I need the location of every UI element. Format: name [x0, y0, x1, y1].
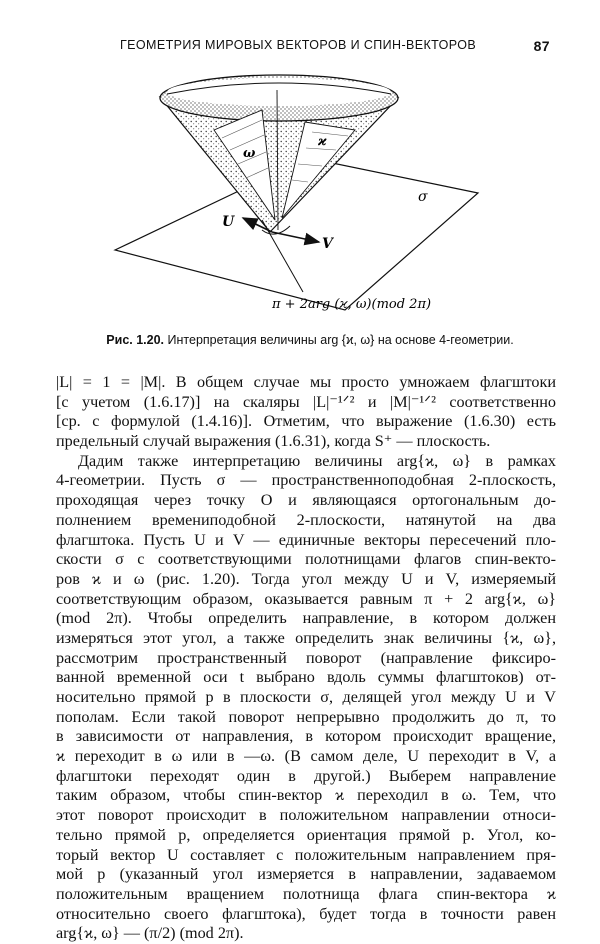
text-line: пополам. Если такой поворот непрерывно продолжить до π, то — [56, 707, 556, 726]
label-kappa: ϰ — [318, 134, 327, 149]
text-line: носительно прямой p в плоскости σ, делящей угол между U и V — [56, 688, 556, 706]
text-line: ϰ переходит в ω или в —ω. (В самом деле, U переходит в V, а — [56, 747, 556, 766]
figure-cone-diagram — [0, 60, 600, 330]
text-line: положительным вращением полотнища флага спин-вектора ϰ — [56, 884, 556, 903]
label-U: U — [222, 214, 235, 230]
text-line: торый вектор U составляет с положительным направлением пря- — [56, 845, 556, 864]
label-V: V — [322, 236, 333, 252]
body-text — [56, 373, 556, 944]
text-line: (mod 2π). Чтобы определить направление, в котором должен — [56, 609, 556, 628]
text-line: ров ϰ и ω (рис. 1.20). Тогда угол между U и V, измеряемый — [56, 569, 556, 588]
text-line: |L| = 1 = |M|. В общем случае мы просто умножаем флагштоки — [56, 373, 556, 391]
label-sigma: σ — [418, 189, 428, 205]
angle-label: π + 2arg (ϰ, ω)(mod 2π) — [272, 297, 432, 312]
text-line: ванной временной оси t выбрано вдоль суммы флагштоков) от- — [56, 668, 556, 687]
text-line: 4-геометрии. Пусть σ — пространственноподобная 2-плоскость, — [56, 471, 556, 490]
page-number: 87 — [533, 38, 550, 54]
text-line: в зависимости от направления, в котором происходит вращение, — [56, 727, 556, 746]
label-omega: ω — [243, 146, 256, 161]
text-line: измеряться этот угол, а также определить знак величины {ϰ, ω}, — [56, 628, 556, 647]
text-line: [с учетом (1.6.17)] на скаляры |L|⁻¹ᐟ² и |M|⁻¹ᐟ² соответственно — [56, 392, 556, 411]
text-line: скости σ с соответствующими полотнищами флагов спин-векто- — [56, 550, 556, 569]
text-line: предельный случай выражения (1.6.31), когда S⁺ — плоскость. — [56, 432, 491, 451]
cone-illustration — [0, 60, 600, 330]
text-line: соответствующим образом, оказывается равным π + 2 arg{ϰ, ω} — [56, 589, 556, 608]
text-line: тельно прямой p, определяется ориентация прямой p. Угол, ко- — [56, 825, 556, 844]
text-line: Дадим также интерпретацию величины arg{ϰ, ω} в рамках — [78, 451, 556, 470]
caption-text: Интерпретация величины arg {ϰ, ω} на основе 4-геометрии. — [167, 333, 514, 347]
text-line: проходящая через точку O и являющаяся ортогональным до- — [56, 491, 556, 510]
text-line: рассмотрим пространственный поворот (направление фиксиро- — [56, 648, 556, 667]
text-line: полнением времениподобной 2-плоскости, натянутой на два — [56, 510, 556, 529]
text-line: arg{ϰ, ω} — (π/2) (mod 2π). — [56, 924, 244, 943]
text-line: этот поворот происходит в положительном направлении относи- — [56, 806, 556, 825]
text-line: флагштока. Пусть U и V — единичные векторы пересечений пло- — [56, 530, 556, 549]
text-line: мой p (указанный угол измеряется в направлении, задаваемом — [56, 865, 556, 884]
figure-caption — [60, 333, 560, 347]
running-title: ГЕОМЕТРИЯ МИРОВЫХ ВЕКТОРОВ И СПИН-ВЕКТОРОВ — [120, 38, 477, 52]
text-line: флагштоки переходят один в другой.) Выберем направление — [56, 766, 556, 785]
text-line: относительно своего флагштока), будет тогда в точности равен — [56, 904, 556, 923]
text-line: таким образом, чтобы спин-вектор ϰ переходил в ω. Тем, что — [56, 786, 556, 805]
text-line: [ср. с формулой (1.4.16)]. Отметим, что выражение (1.6.30) есть — [56, 412, 556, 431]
caption-label: Рис. 1.20. — [106, 333, 165, 347]
